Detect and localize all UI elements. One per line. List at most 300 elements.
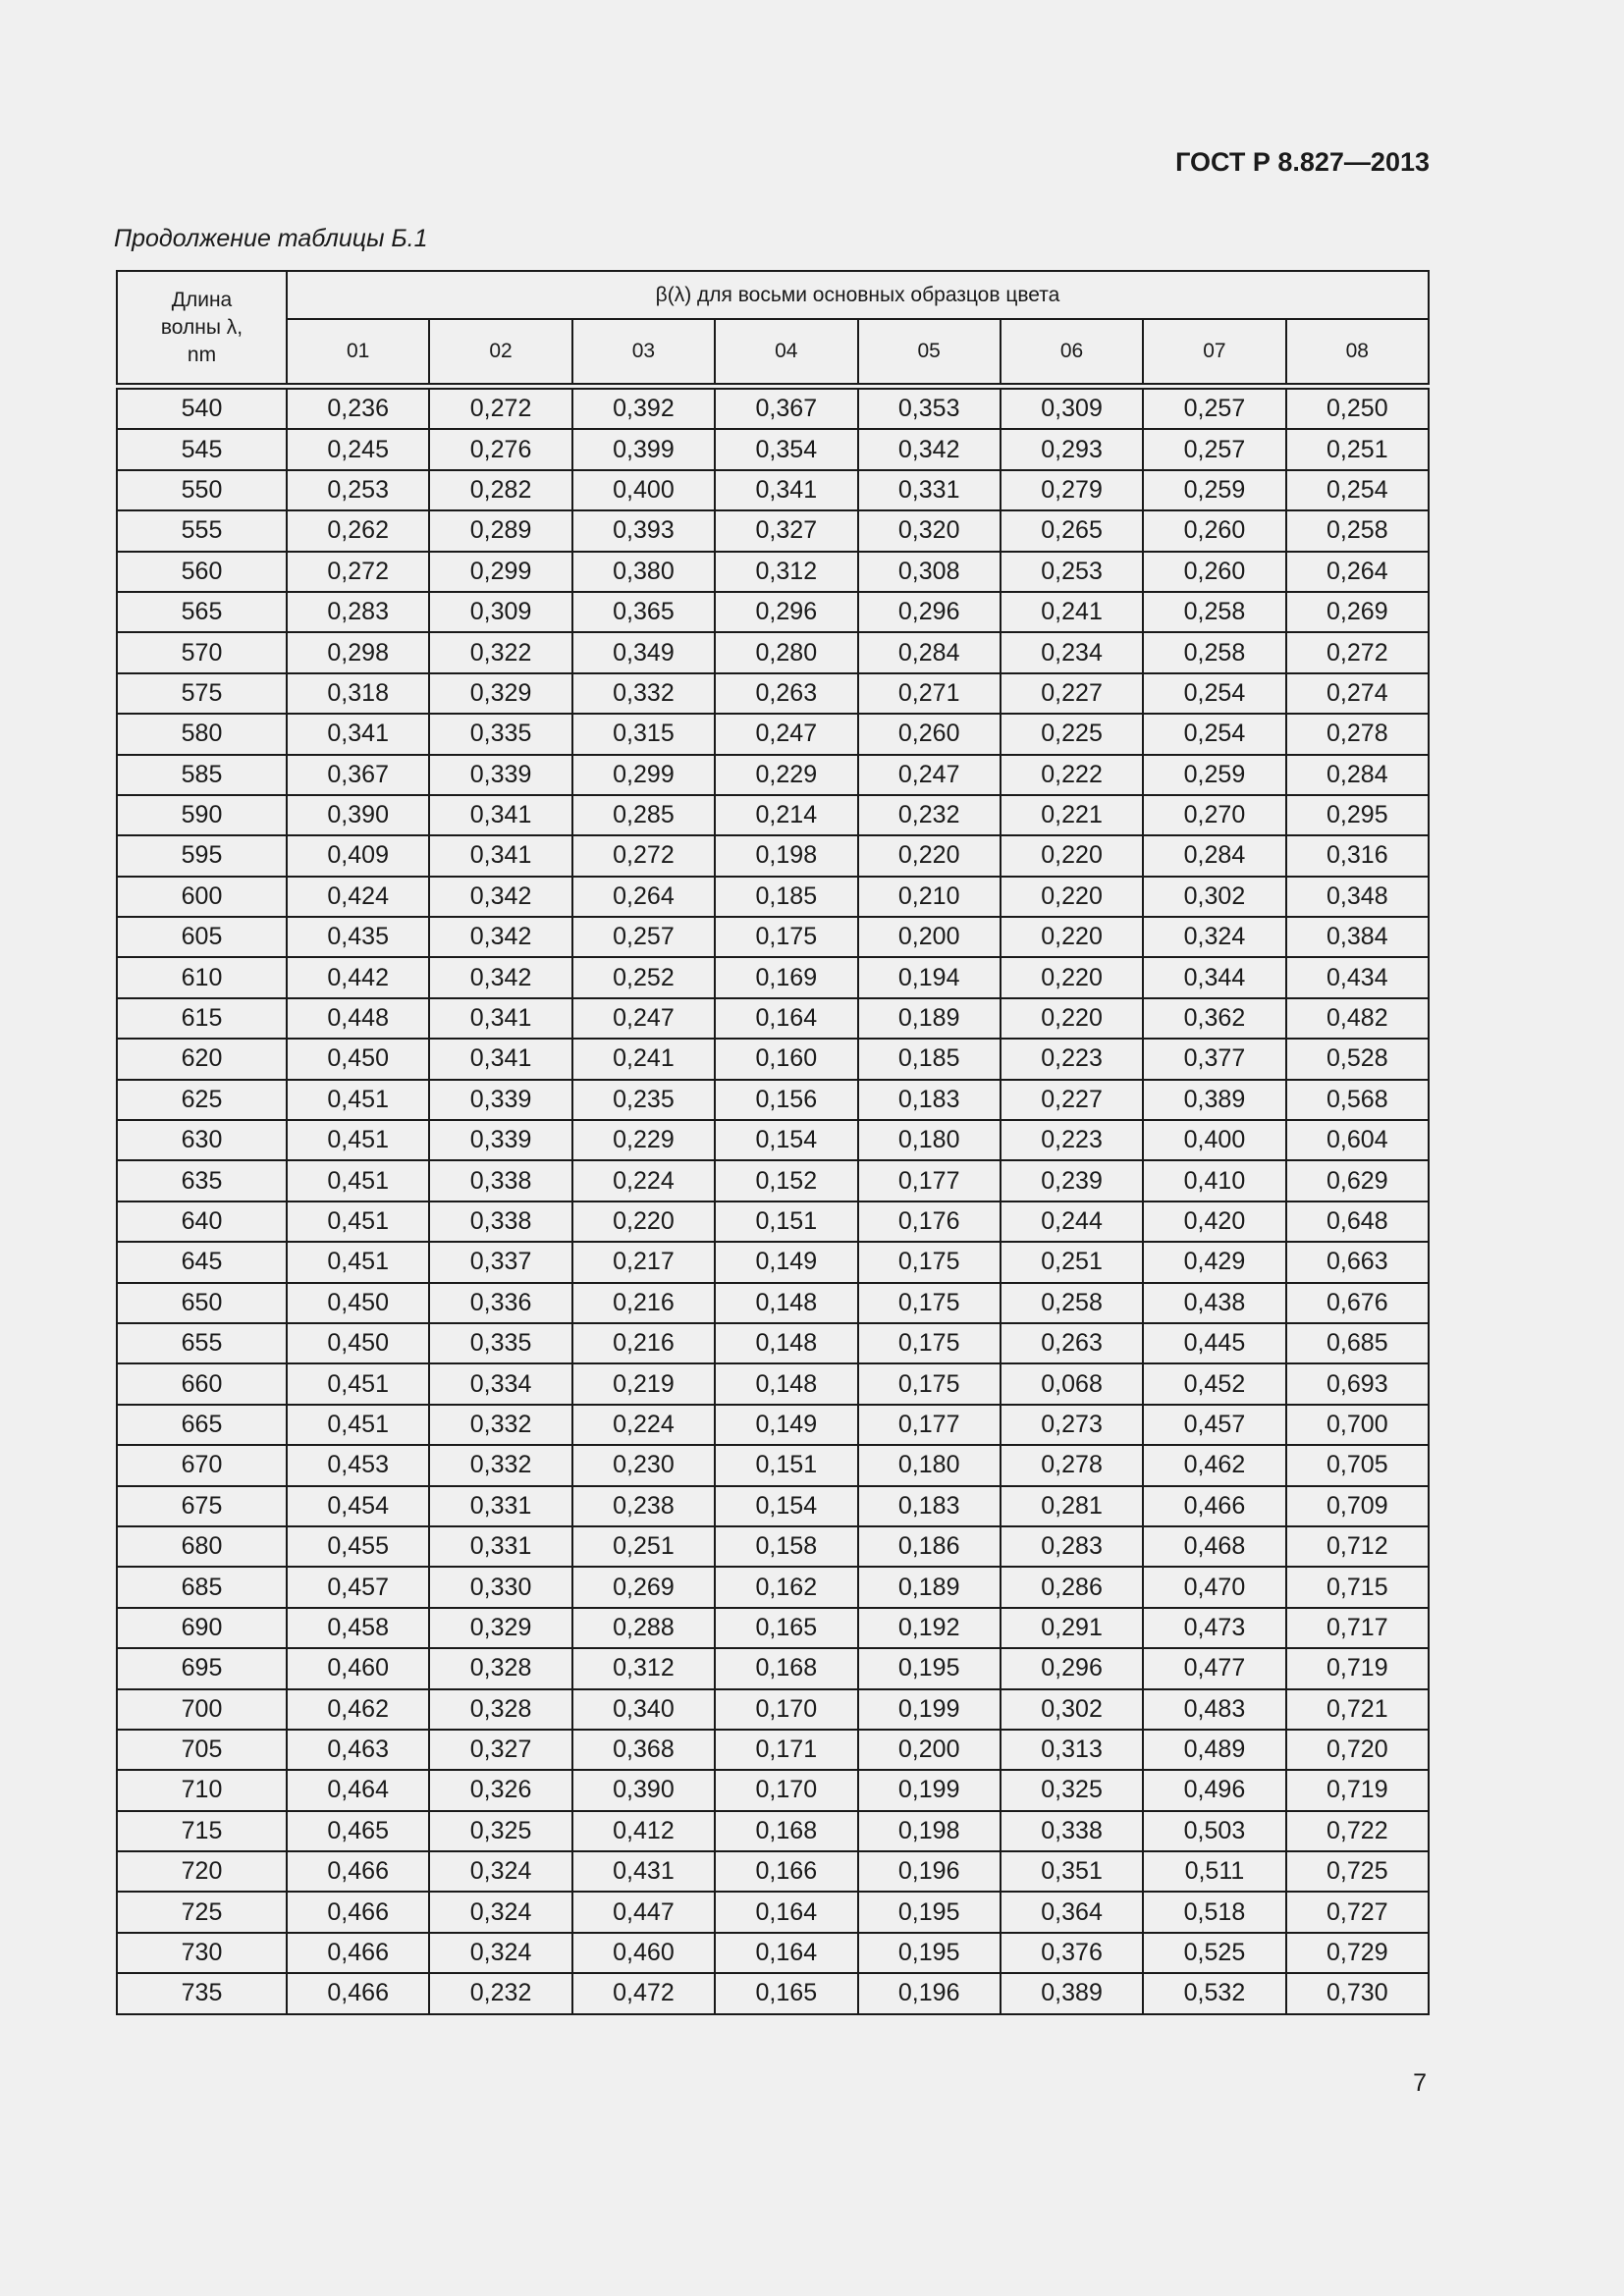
value-cell: 0,328 bbox=[429, 1648, 571, 1688]
value-cell: 0,250 bbox=[1286, 389, 1429, 429]
value-cell: 0,313 bbox=[1001, 1730, 1143, 1770]
wavelength-cell: 585 bbox=[117, 755, 287, 795]
wavelength-cell: 675 bbox=[117, 1486, 287, 1526]
value-cell: 0,604 bbox=[1286, 1120, 1429, 1160]
value-cell: 0,399 bbox=[572, 429, 715, 469]
value-cell: 0,216 bbox=[572, 1323, 715, 1363]
value-cell: 0,365 bbox=[572, 592, 715, 632]
value-cell: 0,177 bbox=[858, 1160, 1001, 1201]
table-row bbox=[117, 1973, 1429, 2013]
value-cell: 0,326 bbox=[429, 1770, 571, 1810]
value-cell: 0,285 bbox=[572, 795, 715, 835]
value-cell: 0,511 bbox=[1143, 1851, 1285, 1892]
value-cell: 0,148 bbox=[715, 1323, 857, 1363]
value-cell: 0,318 bbox=[287, 673, 429, 714]
value-cell: 0,332 bbox=[429, 1445, 571, 1485]
value-cell: 0,220 bbox=[1001, 917, 1143, 957]
value-cell: 0,162 bbox=[715, 1567, 857, 1607]
value-cell: 0,165 bbox=[715, 1608, 857, 1648]
wavelength-cell: 610 bbox=[117, 957, 287, 997]
data-table bbox=[116, 270, 1430, 2015]
value-cell: 0,331 bbox=[429, 1486, 571, 1526]
table-row bbox=[117, 1405, 1429, 1445]
value-cell: 0,180 bbox=[858, 1120, 1001, 1160]
value-cell: 0,342 bbox=[429, 957, 571, 997]
value-cell: 0,280 bbox=[715, 632, 857, 672]
value-cell: 0,198 bbox=[858, 1811, 1001, 1851]
value-cell: 0,260 bbox=[858, 714, 1001, 754]
value-cell: 0,296 bbox=[1001, 1648, 1143, 1688]
value-cell: 0,308 bbox=[858, 552, 1001, 592]
value-cell: 0,299 bbox=[572, 755, 715, 795]
value-cell: 0,339 bbox=[429, 1080, 571, 1120]
value-cell: 0,320 bbox=[858, 510, 1001, 551]
value-cell: 0,302 bbox=[1143, 877, 1285, 917]
value-cell: 0,400 bbox=[572, 470, 715, 510]
value-cell: 0,265 bbox=[1001, 510, 1143, 551]
value-cell: 0,151 bbox=[715, 1445, 857, 1485]
value-cell: 0,214 bbox=[715, 795, 857, 835]
value-cell: 0,315 bbox=[572, 714, 715, 754]
wavelength-cell: 605 bbox=[117, 917, 287, 957]
value-cell: 0,451 bbox=[287, 1160, 429, 1201]
value-cell: 0,466 bbox=[287, 1892, 429, 1932]
value-cell: 0,451 bbox=[287, 1080, 429, 1120]
value-cell: 0,273 bbox=[1001, 1405, 1143, 1445]
value-cell: 0,312 bbox=[572, 1648, 715, 1688]
value-cell: 0,283 bbox=[1001, 1526, 1143, 1567]
wavelength-cell: 725 bbox=[117, 1892, 287, 1932]
value-cell: 0,457 bbox=[1143, 1405, 1285, 1445]
value-cell: 0,460 bbox=[572, 1933, 715, 1973]
value-cell: 0,234 bbox=[1001, 632, 1143, 672]
table-row bbox=[117, 389, 1429, 429]
value-cell: 0,342 bbox=[429, 877, 571, 917]
value-cell: 0,460 bbox=[287, 1648, 429, 1688]
value-cell: 0,223 bbox=[1001, 1039, 1143, 1079]
wavelength-cell: 670 bbox=[117, 1445, 287, 1485]
value-cell: 0,288 bbox=[572, 1608, 715, 1648]
value-cell: 0,164 bbox=[715, 1933, 857, 1973]
wavelength-cell: 655 bbox=[117, 1323, 287, 1363]
page-number: 7 bbox=[1413, 2069, 1427, 2097]
value-cell: 0,149 bbox=[715, 1405, 857, 1445]
value-cell: 0,189 bbox=[858, 1567, 1001, 1607]
value-cell: 0,420 bbox=[1143, 1201, 1285, 1242]
value-cell: 0,685 bbox=[1286, 1323, 1429, 1363]
value-cell: 0,458 bbox=[287, 1608, 429, 1648]
value-cell: 0,195 bbox=[858, 1933, 1001, 1973]
value-cell: 0,278 bbox=[1001, 1445, 1143, 1485]
value-cell: 0,272 bbox=[1286, 632, 1429, 672]
value-cell: 0,171 bbox=[715, 1730, 857, 1770]
value-cell: 0,322 bbox=[429, 632, 571, 672]
value-cell: 0,720 bbox=[1286, 1730, 1429, 1770]
value-cell: 0,451 bbox=[287, 1201, 429, 1242]
value-cell: 0,448 bbox=[287, 998, 429, 1039]
wavelength-cell: 660 bbox=[117, 1363, 287, 1404]
table-row bbox=[117, 917, 1429, 957]
value-cell: 0,200 bbox=[858, 917, 1001, 957]
value-cell: 0,341 bbox=[429, 795, 571, 835]
table-row bbox=[117, 1851, 1429, 1892]
value-cell: 0,454 bbox=[287, 1486, 429, 1526]
table-row bbox=[117, 795, 1429, 835]
value-cell: 0,700 bbox=[1286, 1405, 1429, 1445]
value-cell: 0,329 bbox=[429, 1608, 571, 1648]
value-cell: 0,393 bbox=[572, 510, 715, 551]
value-cell: 0,216 bbox=[572, 1283, 715, 1323]
value-cell: 0,164 bbox=[715, 998, 857, 1039]
value-cell: 0,483 bbox=[1143, 1689, 1285, 1730]
table-row bbox=[117, 1242, 1429, 1282]
value-cell: 0,717 bbox=[1286, 1608, 1429, 1648]
value-cell: 0,450 bbox=[287, 1323, 429, 1363]
value-cell: 0,663 bbox=[1286, 1242, 1429, 1282]
value-cell: 0,236 bbox=[287, 389, 429, 429]
value-cell: 0,220 bbox=[572, 1201, 715, 1242]
value-cell: 0,175 bbox=[858, 1323, 1001, 1363]
column-header-06: 06 bbox=[1001, 319, 1143, 384]
value-cell: 0,253 bbox=[1001, 552, 1143, 592]
value-cell: 0,384 bbox=[1286, 917, 1429, 957]
wavelength-cell: 715 bbox=[117, 1811, 287, 1851]
value-cell: 0,168 bbox=[715, 1648, 857, 1688]
value-cell: 0,324 bbox=[429, 1892, 571, 1932]
value-cell: 0,348 bbox=[1286, 877, 1429, 917]
value-cell: 0,721 bbox=[1286, 1689, 1429, 1730]
value-cell: 0,429 bbox=[1143, 1242, 1285, 1282]
value-cell: 0,465 bbox=[287, 1811, 429, 1851]
value-cell: 0,368 bbox=[572, 1730, 715, 1770]
value-cell: 0,324 bbox=[1143, 917, 1285, 957]
value-cell: 0,262 bbox=[287, 510, 429, 551]
value-cell: 0,263 bbox=[1001, 1323, 1143, 1363]
value-cell: 0,376 bbox=[1001, 1933, 1143, 1973]
value-cell: 0,332 bbox=[572, 673, 715, 714]
value-cell: 0,451 bbox=[287, 1120, 429, 1160]
value-cell: 0,327 bbox=[429, 1730, 571, 1770]
value-cell: 0,470 bbox=[1143, 1567, 1285, 1607]
table-row bbox=[117, 429, 1429, 469]
value-cell: 0,676 bbox=[1286, 1283, 1429, 1323]
value-cell: 0,252 bbox=[572, 957, 715, 997]
value-cell: 0,272 bbox=[287, 552, 429, 592]
value-cell: 0,451 bbox=[287, 1405, 429, 1445]
value-cell: 0,296 bbox=[858, 592, 1001, 632]
column-header-03: 03 bbox=[572, 319, 715, 384]
value-cell: 0,244 bbox=[1001, 1201, 1143, 1242]
wavelength-cell: 695 bbox=[117, 1648, 287, 1688]
value-cell: 0,224 bbox=[572, 1405, 715, 1445]
value-cell: 0,235 bbox=[572, 1080, 715, 1120]
table-row bbox=[117, 1120, 1429, 1160]
value-cell: 0,295 bbox=[1286, 795, 1429, 835]
value-cell: 0,341 bbox=[429, 835, 571, 876]
value-cell: 0,455 bbox=[287, 1526, 429, 1567]
value-cell: 0,170 bbox=[715, 1770, 857, 1810]
wavelength-cell: 555 bbox=[117, 510, 287, 551]
column-header-07: 07 bbox=[1143, 319, 1285, 384]
table-row bbox=[117, 1486, 1429, 1526]
wavelength-cell: 600 bbox=[117, 877, 287, 917]
value-cell: 0,200 bbox=[858, 1730, 1001, 1770]
value-cell: 0,435 bbox=[287, 917, 429, 957]
value-cell: 0,148 bbox=[715, 1283, 857, 1323]
value-cell: 0,341 bbox=[715, 470, 857, 510]
value-cell: 0,341 bbox=[287, 714, 429, 754]
value-cell: 0,272 bbox=[429, 389, 571, 429]
value-cell: 0,466 bbox=[287, 1851, 429, 1892]
value-cell: 0,299 bbox=[429, 552, 571, 592]
wavelength-cell: 720 bbox=[117, 1851, 287, 1892]
value-cell: 0,325 bbox=[429, 1811, 571, 1851]
table-row bbox=[117, 1526, 1429, 1567]
wavelength-cell: 645 bbox=[117, 1242, 287, 1282]
value-cell: 0,194 bbox=[858, 957, 1001, 997]
value-cell: 0,230 bbox=[572, 1445, 715, 1485]
wavelength-cell: 540 bbox=[117, 389, 287, 429]
value-cell: 0,210 bbox=[858, 877, 1001, 917]
table-row bbox=[117, 877, 1429, 917]
value-cell: 0,183 bbox=[858, 1080, 1001, 1120]
table-row bbox=[117, 1080, 1429, 1120]
value-cell: 0,302 bbox=[1001, 1689, 1143, 1730]
wavelength-cell: 710 bbox=[117, 1770, 287, 1810]
value-cell: 0,532 bbox=[1143, 1973, 1285, 2013]
value-cell: 0,154 bbox=[715, 1486, 857, 1526]
value-cell: 0,227 bbox=[1001, 1080, 1143, 1120]
value-cell: 0,269 bbox=[572, 1567, 715, 1607]
value-cell: 0,389 bbox=[1143, 1080, 1285, 1120]
wavelength-cell: 640 bbox=[117, 1201, 287, 1242]
value-cell: 0,165 bbox=[715, 1973, 857, 2013]
value-cell: 0,227 bbox=[1001, 673, 1143, 714]
value-cell: 0,464 bbox=[287, 1770, 429, 1810]
wavelength-header bbox=[117, 271, 287, 384]
value-cell: 0,068 bbox=[1001, 1363, 1143, 1404]
value-cell: 0,410 bbox=[1143, 1160, 1285, 1201]
value-cell: 0,466 bbox=[287, 1973, 429, 2013]
value-cell: 0,445 bbox=[1143, 1323, 1285, 1363]
value-cell: 0,225 bbox=[1001, 714, 1143, 754]
group-header: β(λ) для восьми основных образцов цвета bbox=[287, 271, 1429, 319]
column-header-08: 08 bbox=[1286, 319, 1429, 384]
value-cell: 0,340 bbox=[572, 1689, 715, 1730]
value-cell: 0,367 bbox=[715, 389, 857, 429]
value-cell: 0,412 bbox=[572, 1811, 715, 1851]
value-cell: 0,342 bbox=[858, 429, 1001, 469]
value-cell: 0,568 bbox=[1286, 1080, 1429, 1120]
table-row bbox=[117, 592, 1429, 632]
value-cell: 0,279 bbox=[1001, 470, 1143, 510]
wavelength-cell: 575 bbox=[117, 673, 287, 714]
value-cell: 0,528 bbox=[1286, 1039, 1429, 1079]
value-cell: 0,196 bbox=[858, 1973, 1001, 2013]
value-cell: 0,339 bbox=[429, 755, 571, 795]
value-cell: 0,335 bbox=[429, 1323, 571, 1363]
value-cell: 0,254 bbox=[1143, 673, 1285, 714]
value-cell: 0,364 bbox=[1001, 1892, 1143, 1932]
value-cell: 0,472 bbox=[572, 1973, 715, 2013]
value-cell: 0,338 bbox=[429, 1160, 571, 1201]
table-row bbox=[117, 957, 1429, 997]
value-cell: 0,466 bbox=[1143, 1486, 1285, 1526]
value-cell: 0,719 bbox=[1286, 1770, 1429, 1810]
value-cell: 0,296 bbox=[715, 592, 857, 632]
wavelength-cell: 630 bbox=[117, 1120, 287, 1160]
value-cell: 0,719 bbox=[1286, 1648, 1429, 1688]
value-cell: 0,247 bbox=[572, 998, 715, 1039]
column-header-04: 04 bbox=[715, 319, 857, 384]
value-cell: 0,725 bbox=[1286, 1851, 1429, 1892]
wavelength-cell: 685 bbox=[117, 1567, 287, 1607]
document-code: ГОСТ Р 8.827—2013 bbox=[1175, 147, 1430, 177]
value-cell: 0,281 bbox=[1001, 1486, 1143, 1526]
value-cell: 0,330 bbox=[429, 1567, 571, 1607]
wavelength-cell: 735 bbox=[117, 1973, 287, 2013]
wavelength-cell: 690 bbox=[117, 1608, 287, 1648]
table-row bbox=[117, 755, 1429, 795]
value-cell: 0,463 bbox=[287, 1730, 429, 1770]
table-row bbox=[117, 470, 1429, 510]
table-row bbox=[117, 1039, 1429, 1079]
value-cell: 0,316 bbox=[1286, 835, 1429, 876]
value-cell: 0,189 bbox=[858, 998, 1001, 1039]
wavelength-cell: 700 bbox=[117, 1689, 287, 1730]
value-cell: 0,451 bbox=[287, 1363, 429, 1404]
table-row bbox=[117, 552, 1429, 592]
value-cell: 0,199 bbox=[858, 1689, 1001, 1730]
value-cell: 0,175 bbox=[858, 1363, 1001, 1404]
value-cell: 0,257 bbox=[1143, 389, 1285, 429]
value-cell: 0,229 bbox=[572, 1120, 715, 1160]
wavelength-cell: 665 bbox=[117, 1405, 287, 1445]
value-cell: 0,168 bbox=[715, 1811, 857, 1851]
value-cell: 0,260 bbox=[1143, 552, 1285, 592]
wavelength-cell: 595 bbox=[117, 835, 287, 876]
value-cell: 0,217 bbox=[572, 1242, 715, 1282]
table-row bbox=[117, 998, 1429, 1039]
value-cell: 0,263 bbox=[715, 673, 857, 714]
table-row bbox=[117, 1323, 1429, 1363]
value-cell: 0,247 bbox=[858, 755, 1001, 795]
value-cell: 0,438 bbox=[1143, 1283, 1285, 1323]
value-cell: 0,518 bbox=[1143, 1892, 1285, 1932]
value-cell: 0,254 bbox=[1143, 714, 1285, 754]
value-cell: 0,327 bbox=[715, 510, 857, 551]
value-cell: 0,180 bbox=[858, 1445, 1001, 1485]
value-cell: 0,331 bbox=[858, 470, 1001, 510]
value-cell: 0,377 bbox=[1143, 1039, 1285, 1079]
value-cell: 0,166 bbox=[715, 1851, 857, 1892]
value-cell: 0,324 bbox=[429, 1933, 571, 1973]
value-cell: 0,196 bbox=[858, 1851, 1001, 1892]
value-cell: 0,727 bbox=[1286, 1892, 1429, 1932]
value-cell: 0,183 bbox=[858, 1486, 1001, 1526]
value-cell: 0,380 bbox=[572, 552, 715, 592]
value-cell: 0,329 bbox=[429, 673, 571, 714]
wavelength-header-line: Длина bbox=[171, 288, 233, 311]
wavelength-header-line: nm bbox=[187, 343, 217, 366]
wavelength-cell: 565 bbox=[117, 592, 287, 632]
value-cell: 0,705 bbox=[1286, 1445, 1429, 1485]
wavelength-cell: 560 bbox=[117, 552, 287, 592]
value-cell: 0,278 bbox=[1286, 714, 1429, 754]
value-cell: 0,245 bbox=[287, 429, 429, 469]
value-cell: 0,151 bbox=[715, 1201, 857, 1242]
value-cell: 0,177 bbox=[858, 1405, 1001, 1445]
value-cell: 0,284 bbox=[1286, 755, 1429, 795]
value-cell: 0,482 bbox=[1286, 998, 1429, 1039]
value-cell: 0,221 bbox=[1001, 795, 1143, 835]
table-row bbox=[117, 1608, 1429, 1648]
value-cell: 0,199 bbox=[858, 1770, 1001, 1810]
column-header-02: 02 bbox=[429, 319, 571, 384]
value-cell: 0,447 bbox=[572, 1892, 715, 1932]
value-cell: 0,222 bbox=[1001, 755, 1143, 795]
value-cell: 0,223 bbox=[1001, 1120, 1143, 1160]
value-cell: 0,341 bbox=[429, 1039, 571, 1079]
value-cell: 0,457 bbox=[287, 1567, 429, 1607]
table-row bbox=[117, 1160, 1429, 1201]
value-cell: 0,468 bbox=[1143, 1526, 1285, 1567]
value-cell: 0,185 bbox=[715, 877, 857, 917]
value-cell: 0,158 bbox=[715, 1526, 857, 1567]
value-cell: 0,353 bbox=[858, 389, 1001, 429]
value-cell: 0,254 bbox=[1286, 470, 1429, 510]
value-cell: 0,224 bbox=[572, 1160, 715, 1201]
value-cell: 0,264 bbox=[572, 877, 715, 917]
value-cell: 0,272 bbox=[572, 835, 715, 876]
value-cell: 0,229 bbox=[715, 755, 857, 795]
value-cell: 0,232 bbox=[429, 1973, 571, 2013]
value-cell: 0,195 bbox=[858, 1648, 1001, 1688]
wavelength-cell: 615 bbox=[117, 998, 287, 1039]
value-cell: 0,715 bbox=[1286, 1567, 1429, 1607]
value-cell: 0,258 bbox=[1143, 632, 1285, 672]
table-row bbox=[117, 673, 1429, 714]
column-header-01: 01 bbox=[287, 319, 429, 384]
value-cell: 0,259 bbox=[1143, 470, 1285, 510]
wavelength-cell: 680 bbox=[117, 1526, 287, 1567]
value-cell: 0,389 bbox=[1001, 1973, 1143, 2013]
wavelength-cell: 635 bbox=[117, 1160, 287, 1201]
wavelength-cell: 570 bbox=[117, 632, 287, 672]
value-cell: 0,170 bbox=[715, 1689, 857, 1730]
value-cell: 0,390 bbox=[287, 795, 429, 835]
value-cell: 0,270 bbox=[1143, 795, 1285, 835]
value-cell: 0,730 bbox=[1286, 1973, 1429, 2013]
table-row bbox=[117, 1770, 1429, 1810]
value-cell: 0,176 bbox=[858, 1201, 1001, 1242]
value-cell: 0,175 bbox=[858, 1283, 1001, 1323]
wavelength-cell: 650 bbox=[117, 1283, 287, 1323]
wavelength-cell: 545 bbox=[117, 429, 287, 469]
value-cell: 0,241 bbox=[1001, 592, 1143, 632]
value-cell: 0,473 bbox=[1143, 1608, 1285, 1648]
value-cell: 0,257 bbox=[1143, 429, 1285, 469]
value-cell: 0,354 bbox=[715, 429, 857, 469]
value-cell: 0,729 bbox=[1286, 1933, 1429, 1973]
value-cell: 0,335 bbox=[429, 714, 571, 754]
value-cell: 0,434 bbox=[1286, 957, 1429, 997]
table-row bbox=[117, 714, 1429, 754]
value-cell: 0,258 bbox=[1143, 592, 1285, 632]
value-cell: 0,309 bbox=[429, 592, 571, 632]
value-cell: 0,286 bbox=[1001, 1567, 1143, 1607]
value-cell: 0,258 bbox=[1001, 1283, 1143, 1323]
